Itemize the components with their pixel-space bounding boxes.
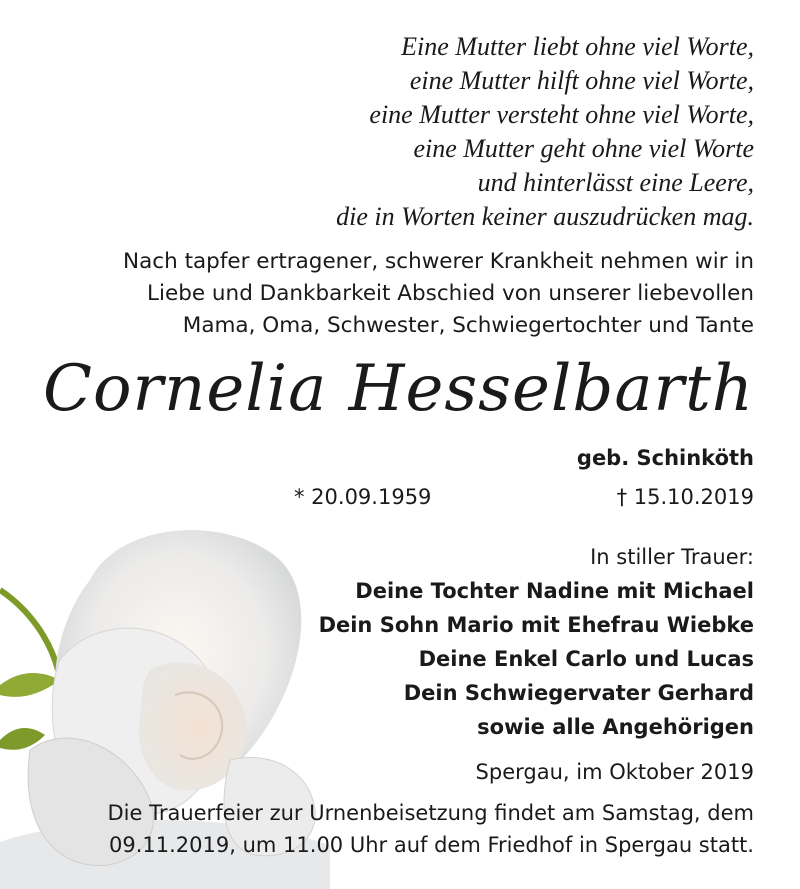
notice-line: Die Trauerfeier zur Urnenbeisetzung findet am Samstag, dem (107, 801, 754, 825)
birth-date: * 20.09.1959 (294, 485, 432, 509)
poem-line: eine Mutter versteht ohne viel Worte, (369, 100, 754, 129)
poem-line: eine Mutter hilft ohne viel Worte, (409, 66, 754, 95)
poem-line: Eine Mutter liebt ohne viel Worte, (401, 32, 754, 61)
mourner-line: Deine Tochter Nadine mit Michael (355, 579, 754, 603)
mourners (254, 540, 754, 744)
mourner-line: sowie alle Angehörigen (477, 715, 754, 739)
intro-line: Nach tapfer ertragener, schwerer Krankheit nehmen wir in (123, 249, 754, 274)
funeral-notice (34, 797, 754, 861)
mourner-line: Dein Sohn Mario mit Ehefrau Wiebke (318, 613, 754, 637)
mourner-line: Deine Enkel Carlo und Lucas (418, 647, 754, 671)
deceased-name: Cornelia Hesselbarth (43, 352, 754, 426)
maiden-name: geb. Schinköth (576, 446, 754, 470)
notice-line: 09.11.2019, um 11.00 Uhr auf dem Friedhof in Spergau statt. (109, 833, 754, 857)
death-date: † 15.10.2019 (616, 485, 754, 509)
life-dates (294, 485, 754, 509)
poem-line: eine Mutter geht ohne viel Worte (413, 134, 754, 163)
poem (54, 30, 754, 234)
place-date: Spergau, im Oktober 2019 (475, 760, 754, 784)
mourners-lead: In stiller Trauer: (590, 545, 754, 569)
poem-line: die in Worten keiner auszudrücken mag. (336, 202, 754, 231)
intro-line: Mama, Oma, Schwester, Schwiegertochter und Tante (182, 313, 754, 338)
intro-line: Liebe und Dankbarkeit Abschied von unserer liebevollen (147, 281, 754, 306)
mourner-line: Dein Schwiegervater Gerhard (403, 681, 754, 705)
intro-text (34, 246, 754, 342)
poem-line: und hinterlässt eine Leere, (477, 168, 754, 197)
